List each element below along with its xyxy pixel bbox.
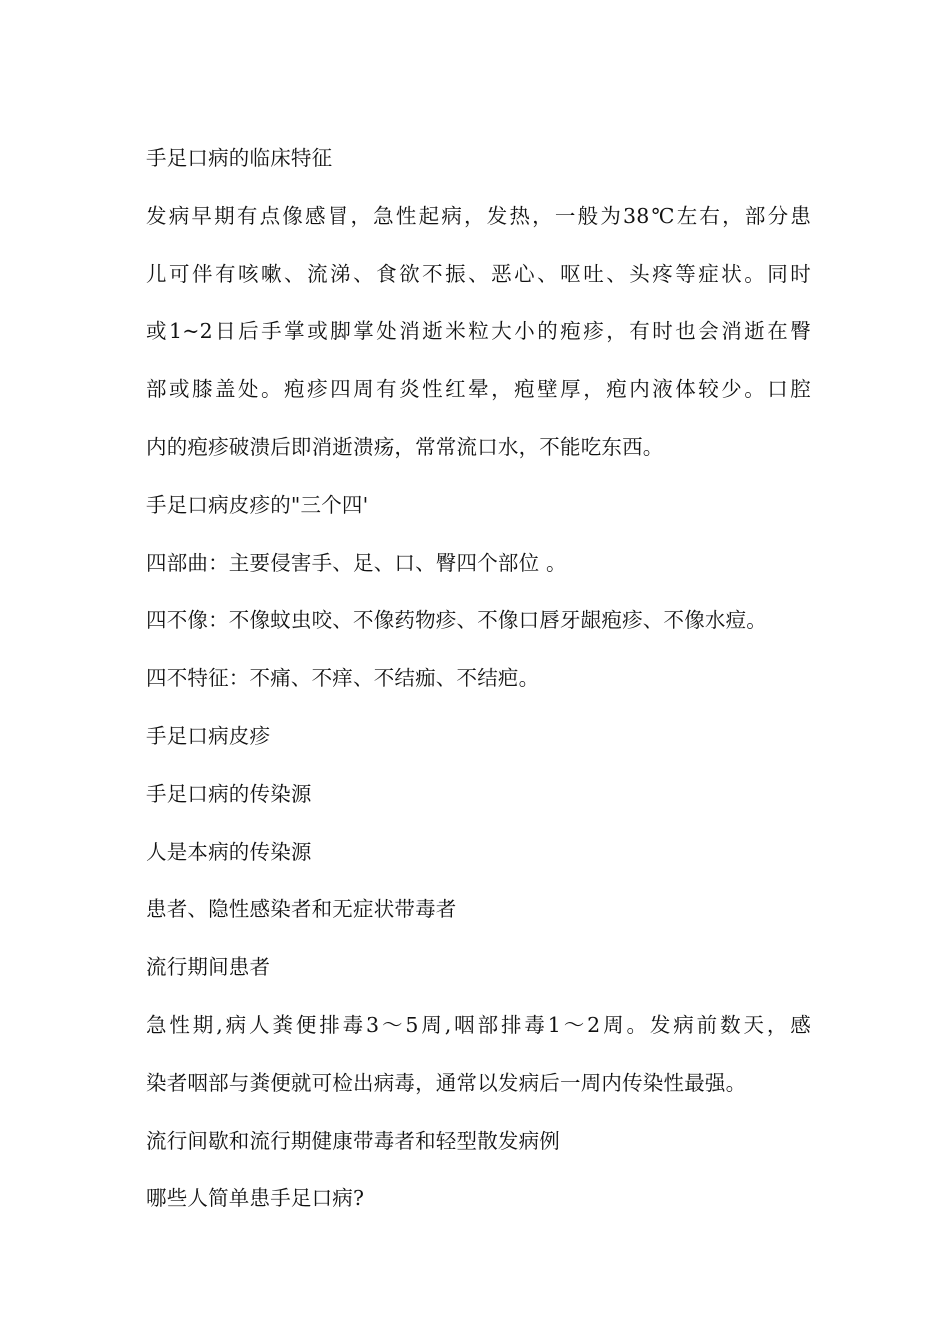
- paragraph-line: 或1~2日后手掌或脚掌处消逝米粒大小的疱疹，有时也会消逝在臀: [146, 319, 811, 344]
- heading-rash: 手足口病皮疹: [146, 723, 271, 748]
- paragraph-line: 发病早期有点像感冒，急性起病，发热，一般为38℃左右，部分患: [146, 203, 811, 228]
- text-line: 患者、隐性感染者和无症状带毒者: [146, 897, 457, 922]
- text-line: 流行期间患者: [146, 955, 271, 980]
- heading-who-susceptible: 哪些人简单患手足口病?: [146, 1186, 365, 1211]
- paragraph-line: 内的疱疹破溃后即消逝溃疡，常常流口水，不能吃东西。: [146, 434, 664, 459]
- text-line: 四不像：不像蚊虫咬、不像药物疹、不像口唇牙龈疱疹、不像水痘。: [146, 608, 767, 633]
- paragraph-line: 部或膝盖处。疱疹四周有炎性红晕，疱壁厚，疱内液体较少。口腔: [146, 377, 811, 402]
- paragraph-line: 儿可伴有咳嗽、流涕、食欲不振、恶心、呕吐、头疼等症状。同时: [146, 261, 811, 286]
- text-line: 四部曲：主要侵害手、足、口、臀四个部位 。: [146, 550, 567, 575]
- text-line: 流行间歇和流行期健康带毒者和轻型散发病例: [146, 1128, 560, 1153]
- heading-three-fours: 手足口病皮疹的"三个四': [146, 492, 369, 517]
- heading-infection-source: 手足口病的传染源: [146, 781, 312, 806]
- text-line: 人是本病的传染源: [146, 839, 312, 864]
- heading-clinical-features: 手足口病的临床特征: [146, 146, 333, 170]
- text-line: 四不特征：不痛、不痒、不结痂、不结疤。: [146, 666, 540, 691]
- document-body: [146, 130, 811, 1228]
- paragraph-line: 急性期,病人粪便排毒3～5周,咽部排毒1～2周。发病前数天，感: [146, 1012, 811, 1037]
- paragraph-line: 染者咽部与粪便就可检出病毒，通常以发病后一周内传染性最强。: [146, 1070, 747, 1095]
